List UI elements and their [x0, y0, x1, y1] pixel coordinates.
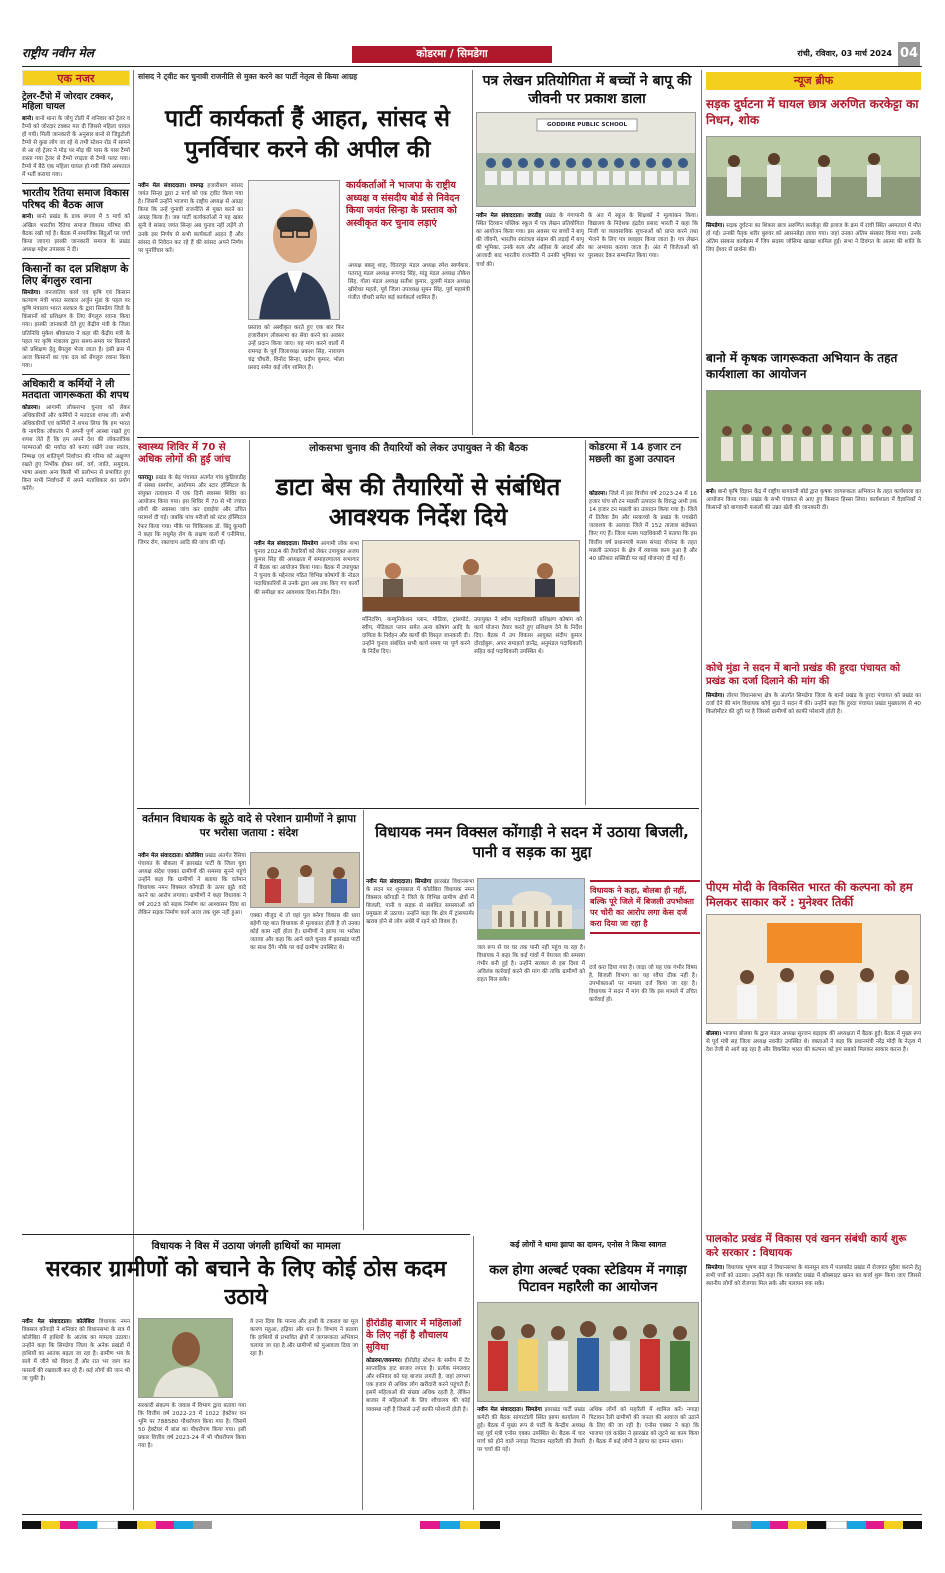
- left-header: एक नजर: [22, 70, 130, 86]
- assembly-pull-quote: विधायक ने कहा, बोलबा ही नहीं, बल्कि पूरे जिले में बिजली उपभोक्ता पर चोरी का आरोप लगा केस दर्ज करा दिया जा रहा है: [590, 880, 700, 934]
- elephant-headline: सरकार ग्रामीणों को बचाने के लिए कोई ठोस कदम उठाये: [45, 1257, 447, 1310]
- brief-title: भारतीय रैतिया समाज विकास परिषद की बैठक आज: [22, 188, 129, 211]
- promise-headline: वर्तमान विधायक के झूठे वादे से परेशान ग्रामीणों ने झापा पर भरोसा जताया : संदेश: [142, 813, 356, 839]
- brief-item: [22, 188, 130, 253]
- assembly-col3: दर्ज करा दिया गया है। जाड़ा जो यह एक गंभीर विषय है, बिजली विभाग का यह रवैया ठीक नहीं है। उपभोक्ताओं पर मामला दर्ज किया जा रहा है। विधायक ने सदन में मांग की कि इस मामले में उचित कार्रवाई हो।: [589, 965, 697, 1004]
- data-col3: उपायुक्त ने स्वीप पदाधिकारी प्रशिक्षण कोषांग को कार्य योजना तैयार करते हुए प्रशिक्षण देने के निर्देश दिए। बैठक में उप विकास आयुक्त संदीप कुमार दोराईबुरू, अपर समाहर्ता ज्ञानेंद्र, अनुमंडल पदाधिकारी सहित कई पदाधिकारी उपस्थित थे।: [474, 617, 582, 656]
- assembly-col1: नवीन मेल संवाददाता। सिमडेगा झारखंड विधानसभा के सदन पर शून्यकाल में कोलेबिरा विधायक नमन विक्सल कोंगाड़ी ने जिले के विभिन्न ग्रामीण क्षेत्रों में बिजली, पानी व सड़क से संबंधित समस्याओं को प्रमुखता से उठाया। उन्होंने कहा कि क्षेत्र में ट्रांसफार्मर खराब होने से लोग अंधेरे में रहने को विवश हैं।: [366, 879, 474, 926]
- toilet-headline-inline: हीरोडीह बाजार में महिलाओं के लिए नहीं है शौचालय सुविधा: [366, 1318, 462, 1353]
- workshop-text: बनो। बानो कृषि विज्ञान केंद्र में राष्ट्रीय बागवानी बोर्ड द्वारा कृषक जागरूकता अभियान के तहत कार्यशाला का आयोजन किया गया। प्रखंड के सभी पंचायत से आए हुए किसान हिस्सा लिया। कार्यशाला में वैज्ञानिकों ने किसानों को बागवानी फसलों की उन्नत खेती की जानकारी दी।: [706, 489, 921, 512]
- brief-text: कोडरमा। आगामी लोकसभा चुनाव को लेकर अधिकारियों और कर्मियों ने मतदाता शपथ ली। सभी अधिकारियों एवं कर्मियों ने शपथ लिया कि हम भारत के नागरिक लोकतंत्र में अपनी पूर्ण आस्था रखते हुए शपथ लेते हैं कि हम अपने देश की लोकतांत्रिक परम्पराओं की मर्यादा को बनाए रखेंगे तथा स्वतंत्र, निष्पक्ष एवं शांतिपूर्ण निर्वाचन की गरिमा को अक्षुण्ण रखते हुए निर्भीक होकर धर्म, वर्ग, जाति, समुदाय, भाषा अथवा अन्य किसी भी प्रलोभन से प्रभावित हुए बिना सभी निर्वाचनों में अपने मताधिकार का प्रयोग करेंगे।: [22, 404, 130, 492]
- promise-col1: नवीन मेल संवाददाता। कोलेबिरा प्रखंड अंतर्गत रैंसिया पंचायत के बोकला में झारखंड पार्टी के जिला युवा अध्यक्ष संदेश एक्का ग्रामीणों की समस्या सुनने पहुंचे उन्होंने कहा कि ग्रामीणों ने बताया कि वर्तमान विधायक नमन विक्सल कोंगाड़ी के ऊपर झूठे वादे करने का आरोप लगाया। ग्रामीणों ने कहा विधायक ने वर्ष 2023 को सड़क निर्माण का आश्वासन दिया था लेकिन सड़क निर्माण कार्य आज तक शुरू नहीं हुआ।: [138, 853, 246, 916]
- brief-item: [22, 263, 130, 370]
- masthead-logo: राष्ट्रीय नवीन मेल: [22, 46, 94, 60]
- divider: [22, 183, 130, 184]
- assembly-building-illustration: [478, 879, 585, 940]
- village-text: सिमडेगा। तोरपा विधानसभा क्षेत्र के अंतर्गत सिमडेगा जिला के बानो प्रखंड के हुरदा पंचायत को प्रखंड का दर्जा देने की मांग विधायक कोचे मुंडा ने सदन में की। उन्होंने कहा कि हुरदा पंचायत प्रखंड मुख्यालय से 40 किलोमीटर की दूरी पर है जिससे ग्रामीणों को काफी परेशानी होती है।: [706, 693, 921, 716]
- school-sign: GODDIRE PUBLIC SCHOOL: [547, 122, 627, 128]
- modi-text: बोलबा। भाजपा बोलबा के द्वारा मंडल अध्यक्ष सुरजन बड़ाइक की अध्यक्षता में बैठक हुई। बैठक में मुख्य रूप से पूर्व मंत्री सह जिला अध्यक्ष नवनीत उपस्थित थे। वक्ताओं ने कहा कि प्रधानमंत्री नरेंद्र मोदी के नेतृत्व में देश तेजी से आगे बढ़ रहा है और विकसित भारत की कल्पना को हम सबको मिलकर साकार करना है।: [706, 1031, 921, 1054]
- brief-text: बानो। बानो थाना के जोगु टोली में शनिवार को ट्रेलर व टैम्पो को जोरदार टक्कर मार दी जिससे महिला घायल हो गयी। मिली जानकारी के अनुसार बानो से जिडुटोली टैम्पो से कुछ लोग जा रहे थे तभी स्टेशन रोड में सामने से आ रहे ट्रेलर ने मोड़ पर मोड़ की पास के पास टैम्पो रास्ता गया ट्रेलर से टैम्पो रगड़ता से टैम्पो पलट गया। टैम्पो में बैठे एक महिला घायल हो गयी जिसे अस्पताल में भर्ती कराया गया।: [22, 115, 130, 179]
- top-strap: सांसद ने ट्वीट कर चुनावी राजनीति से मुक्त करने का पार्टी नेतृत्व से किया आग्रह: [138, 72, 358, 81]
- footer-rule: [22, 1514, 922, 1515]
- lead-subhead: कार्यकर्ताओं ने भाजपा के राष्ट्रीय अध्यक्ष व संसदीय बोर्ड से निवेदन किया जयंत सिन्हा के प्रस्ताव को अस्वीकृत कर चुनाव लड़ाएं: [346, 180, 460, 229]
- elephant-col1: नवीन मेल संवाददाता। कोलेबिरा विधायक नमन विक्सल कोंगाड़ी ने शनिवार को विधानसभा के सत्र में कोलेबिरा में हाथियों के आतंक का मामला उठाया। उन्होंने कहा कि सिमडेगा जिला के अनेक प्रखंडों में हाथियों का आतंक बढ़ता जा रहा है। ग्रामीण भय के साये में जीने को विवश हैं और रात भर जाग कर फसलों की रखवाली कर रहे हैं। कई लोगों की जान भी जा चुकी है।: [22, 1319, 130, 1382]
- divider: [22, 374, 130, 375]
- nagada-kicker: कई लोगों ने थामा झापा का दामन, एनोस ने किया स्वागत: [509, 1240, 667, 1249]
- elephant-col3: ये तना दिया कि मानव और हाथी के टकराव का मूल कारण महुआ, हड़िया और धान है। विभाग ने बताया कि हाथियों से प्रभावित क्षेत्रों में जागरूकता अभियान चलाया जा रहा है और ग्रामीणों को मुआवजा दिया जा रहा है।: [250, 1319, 358, 1358]
- toilet-text: कोडरमा/जयनगर। हीरोडीह स्टेशन के समीप में टेंट साप्ताहिक हाट बाजार लगता है। प्रत्येक मंगलवार और शनिवार को यह बाजार लगती है, जहां लगभग एक हजार से अधिक लोग खरीदारी करने पहुंचते हैं। इसमें महिलाओं की संख्या अधिक रहती है, लेकिन बाजार में महिलाओं के लिए शौचालय की कोई व्यवस्था नहीं है जिससे उन्हें काफी परेशानी होती है।: [366, 1358, 470, 1413]
- village-headline: कोचे मुंडा ने सदन में बानो प्रखंड की हुरदा पंचायत को प्रखंड का दर्जा दिलाने की मांग की: [706, 663, 901, 687]
- column-rule: [363, 810, 364, 1230]
- lead-col2: प्रस्ताव को अस्वीकृत करते हुए एक बार फिर हजारीबाग लोकसभा का सेवा करने का अवसर उन्हें प्रदान किया जाए। यह मांग करने वालों में रामगढ़ के पूर्व जिलाध्यक्ष प्रकाश सिंह, नारायण चंद्र चौधरी, विनोद सिन्हा, प्रदीप कुमार, भोला प्रसाद समेत कई लोग शामिल हैं।: [248, 325, 344, 372]
- portrait-illustration: [249, 181, 340, 320]
- village-meeting-illustration: [251, 853, 360, 908]
- fish-text: कोडरमा। जिले में इस वित्तीय वर्ष 2023-24 में 16 हजार पांच सौ टन मछली उत्पादन के विरुद्ध अभी तक 14 हजार टन मछली का उत्पादन किया गया है। जिले में तिलैया डैम और मरकच्चो के प्रखंड के पचखेरो जलाशय के अलावा जिले में 152 तालाब बंदोबस्त किए गए हैं। जिला मत्स्य पदाधिकारी ने बताया कि इस वित्तीय वर्ष प्रधानमंत्री मत्स्य संपदा योजना के तहत मछली उत्पादन के क्षेत्र में व्यापक काम हुआ है और 40 प्रतिशत सब्सिडी पर कई योजनाएं दी गई हैं।: [589, 491, 697, 562]
- letter-col2: के अंत में स्कूल के शिक्षकों ने मूल्यांकन किया। विद्यालय के निदेशक इंद्रदेव प्रसाद भारती ने कहा कि निजी या व्यावसायिक सूचनाओं को प्राप्त करने तथा भेजने के लिए पत्र व्यवहार किया जाता है। पत्र लेखन का अभ्यास कराया जाता है। अंत में विजेताओं को पुरस्कार देकर सम्मानित किया गया।: [588, 213, 698, 260]
- brief-item: [22, 92, 130, 179]
- assembly-building-photo: [477, 878, 585, 940]
- data-headline: डाटा बेस की तैयारियों से संबंधित आवश्यक निर्देश दिये: [275, 473, 561, 531]
- funeral-photo: [706, 136, 921, 216]
- letter-col1: नवीन मेल संवाददाता। जरडीह प्रखंड के गंगापानी स्थित दिव्यान पब्लिक स्कूल में पत्र लेखन प्रतियोगिता का आयोजन किया गया। इस अवसर पर बच्चों ने बापू की जीवनी, भारतीय स्वतंत्रता संग्राम की लड़ाई में बापू की भूमिका, उनके सत्य और अहिंसा के आदर्श और आजादी बाद भारतीय राजनीति में उनकी भूमिका पर चर्चा की।: [476, 213, 584, 268]
- brief-title: किसानों का दल प्रशिक्षण के लिए बेंगलुरु रवाना: [22, 262, 129, 287]
- brief-item: [22, 379, 130, 493]
- brief-title: अधिकारी व कर्मियों ने ली मतदाता जागरूकता की शपथ: [22, 378, 129, 402]
- meeting-illustration: [363, 541, 580, 612]
- registration-colour-bar-left: [22, 1521, 212, 1529]
- promise-col2: एक्का मौजूद थे तो वहां पुल बनेगा विकास की धारा बहेगी यह बात विधायक से मुलाकात होती है तो उनका कोई काम नहीं होता है। ग्रामीणों ने झापा पर भरोसा जताया और कहा कि आने वाले चुनाव में झारखंड पार्टी का साथ देंगे। मौके पर कई ग्रामीण उपस्थित थे।: [250, 913, 360, 952]
- section-divider: [137, 808, 699, 809]
- funeral-illustration: [707, 137, 921, 216]
- mla-portrait-photo: [138, 1318, 233, 1398]
- rally-photo: [477, 1302, 699, 1402]
- nagada-headline: कल होगा अल्बर्ट एक्का स्टेडियम में नगाड़ा पिटावन महारैली का आयोजन: [489, 1263, 687, 1295]
- fish-headline: कोडरमा में 14 हजार टन मछली का हुआ उत्पादन: [589, 442, 682, 465]
- student-text: सिमडेगा। सड़क दुर्घटना का शिकार छात्र अरुणित करकेट्टा की इलाज के क्रम में रांची स्थित अस्पताल में मौत हो गई। उनकी पैतृक शरीर बुरुवर को आसनबेड़ा लाया गया। जहां उनका अंतिम संस्कार किया गया। उनके अंतिम संस्कार कार्यक्रम में जिप सदस्य जोसिमा खाखा शामिल हुई। सभा ने दिवंगत के आत्मा की शांति के लिए ईश्वर से प्रार्थना की।: [706, 223, 921, 254]
- assembly-headline: विधायक नमन विक्सल कोंगाड़ी ने सदन में उठाया बिजली, पानी व सड़क का मुद्दा: [375, 823, 689, 861]
- student-headline: सड़क दुर्घटना में घायल छात्र अरुणित करकेट्टा का निधन, शोक: [706, 97, 919, 127]
- nagada-col2: अधिक लोगों को महारैली में शामिल करें। नगाड़ा पिटावन रैली ग्रामीणों की जनता की आवाज को उठाने के लिए की जा रही है। एनोस एक्का ने कहा कि भाजपा एवं कांग्रेस ने झारखंड को लूटने का काम किया है। बैठक में कई लोगों ने झापा का दामन थामा।: [589, 1407, 699, 1446]
- section-divider: [22, 1234, 470, 1235]
- bjp-meeting-photo: [706, 914, 921, 1024]
- lead-headline: पार्टी कार्यकर्ता हैं आहत, सांसद से पुनर्विचार करने की अपील की: [165, 106, 450, 163]
- column-rule: [701, 70, 702, 1510]
- rally-illustration: [478, 1303, 699, 1402]
- page-number: 04: [898, 42, 920, 66]
- health-headline: स्वास्थ्य शिविर में 70 से अधिक लोगों की हुई जांच: [138, 442, 231, 465]
- meeting-photo: [362, 540, 580, 612]
- column-rule: [472, 70, 473, 435]
- column-rule: [362, 1318, 363, 1510]
- modi-headline: पीएम मोदी के विकसित भारत की कल्पना को हम मिलकर साकार करें : मुनेश्वर तिर्की: [706, 880, 913, 909]
- elephant-col2: सरकारी संकल्प के जवाब में विभाग द्वारा बताया गया कि वित्तीय वर्ष 2022-23 में 1022 हेक्टेयर वन भूमि पर 788580 पौधरोपण किया गया है। जिसमें 50 हेक्टेयर में बांस का पौधरोपण किया गया। इसी प्रकार वित्तीय वर्ष 2023-24 में भी पौधरोपण किया गया है।: [138, 1403, 246, 1450]
- column-rule: [473, 1236, 474, 1510]
- letter-headline: पत्र लेखन प्रतियोगिता में बच्चों ने बापू की जीवनी पर प्रकाश डाला: [482, 73, 692, 107]
- registration-colour-bar-right: [732, 1521, 922, 1529]
- data-col2: मॉनिटरिंग, कम्यूनिकेशन प्लान, मीडिया, ट्रांसपोर्ट, स्वीप, मेडिकल प्लान समेत अन्य कोषांग आदि के दायित्व के निर्वहन और कार्यों की विस्तृत जानकारी दी। उन्होंने चुनाव संबंधित सभी कार्य समय पर पूर्ण करने के निर्देश दिए।: [362, 617, 470, 656]
- section-banner: कोडरमा / सिमडेगा: [352, 46, 552, 63]
- registration-colour-bar-center: [420, 1521, 500, 1529]
- palkot-headline: पालकोट प्रखंड में विकास एवं खनन संबंधी कार्य शुरू करे सरकार : विधायक: [706, 1233, 907, 1259]
- workshop-illustration: [707, 391, 921, 482]
- palkot-text: सिमडेगा। विधायक भूषण बाड़ा ने विधानसभा के मानसून सत्र में पालकोट प्रखंड में रोजगार मुहैया कराने हेतु सभी पर्चों को उठाया। उन्होंने कहा कि पालकोट प्रखंड में बॉक्साइट खनन का कार्य शुरू किया जाए जिससे स्थानीय लोगों को रोजगार मिल सके और पलायन रुक सके।: [706, 1265, 921, 1288]
- school-photo: [476, 112, 696, 207]
- elephant-col4: [366, 1318, 470, 1510]
- column-rule: [585, 440, 586, 805]
- workshop-headline: बानो में कृषक जागरूकता अभियान के तहत कार्यशाला का आयोजन: [706, 351, 898, 381]
- workshop-photo: [706, 390, 921, 482]
- lead-col3: अध्यक्ष बबलू शाह, चितरपुर मंडल अध्यक्ष रमेश स्वर्णकार, पतरातू मंडल अध्यक्ष रूपचंद सिंह, मांडू मंडल अध्यक्ष तोकेश सिंह, गोला मंडल अध्यक्ष सतीश कुमार, दुलमी मंडल अध्यक्ष खीरोधर महतो, पूर्व जिला उपाध्यक्ष सुमन सिंह, पूर्व महामंत्री गंजीत चौधरी समेत कई कार्यकर्ता शामिल हैं।: [348, 263, 470, 302]
- masthead-rule: [22, 66, 922, 67]
- column-rule: [249, 440, 250, 805]
- mla-portrait-illustration: [139, 1319, 233, 1398]
- mp-portrait-photo: [248, 180, 340, 320]
- brief-title: ट्रेलर-टैंपो में जोरदार टक्कर, महिला घायल: [22, 92, 114, 113]
- health-text: पतरातु। प्रखंड के बेड़ पंचायत अंतर्गत गांव कुडियाडीह में संस्था समर्पण, आरोग्यम और स्टार हॉस्पिटल के संयुक्त तत्वाधान में एक दिनी स्वास्थ्य शिविर का आयोजन किया गया। इस शिविर में 70 से भी ज्यादा लोगों की स्वास्थ्य जांच कर दवाईयां और उचित परामर्श दी गई। जबकि पांच मरीजों को स्टार हॉस्पिटल रेफर किया गया। मौके पर चिकित्सक डॉ. बिंदु कुमारी ने कहा कि मधुमेह रोग के लक्षण वालों में एनीमिया, जिगर रोग, रक्तचाप आदि की जांच की गई।: [138, 475, 246, 546]
- data-col1: नवीन मेल संवाददाता। सिमडेगा आगामी लोक सभा चुनाव 2024 की तैयारियों को लेकर उपायुक्त अजय कुमार सिंह की अध्यक्षता में समाहरणालय सभागार में बैठक का आयोजन किया गया। बैठक में उपायुक्त ने चुनाव के मद्देनजर गठित विभिन्न कोषांगों के नोडल पदाधिकारियों से उनके द्वारा अब तक किए गए कार्यों की समीक्षा कर आवश्यक दिशा-निर्देश दिए।: [254, 541, 359, 596]
- section-divider: [137, 437, 699, 438]
- divider: [22, 258, 130, 259]
- nagada-col1: नवीन मेल संवाददाता। सिमडेगा झारखंड पार्टी प्रखंड कमेटी की बैठक सांगरटोली स्थित झापा कार्यालय में हुई। बैठक में मुख्य रूप से पार्टी के केन्द्रीय अध्यक्ष सह पूर्व मंत्री एनोस एक्का उपस्थित थे। बैठक में चार मार्च को होने वाले नगाड़ा पिटावन महारैली की तैयारी पर चर्चा की गई।: [477, 1407, 585, 1454]
- masthead: [22, 42, 922, 67]
- assembly-col2: जल रूप से घर घर तक पानी नहीं पहुंच पा रहा है। विधायक ने कहा कि कई गांवों में पेयजल की समस्या गंभीर बनी हुई है। उन्होंने सरकार से इस दिशा में अविलंब कार्रवाई करने की मांग की ताकि ग्रामीणों को राहत मिल सके।: [477, 945, 585, 984]
- dateline: रांची, रविवार, 03 मार्च 2024: [797, 49, 892, 58]
- right-header: न्यूज ब्रीफ: [706, 72, 921, 90]
- village-meeting-photo: [250, 852, 360, 908]
- brief-text: बानो। बानो प्रखंड के डाक बंगला में 3 मार्च को अखिल भारतीय रैतिया समाज विकास परिषद की बैठक रखी गई है। बैठक में समाजिक बिंदुओं पर चर्चा किया जाएगा इसकी जानकारी समाज के प्रखंड अध्यक्ष महेश उपासक ने दी।: [22, 214, 130, 253]
- data-kicker: लोकसभा चुनाव की तैयारियों को लेकर उपायुक्त ने की बैठक: [309, 443, 528, 454]
- elephant-kicker: विधायक ने विस में उठाया जंगली हाथियों का मामला: [151, 1241, 341, 1252]
- lead-col1: नवीन मेल संवाददाता। रामगढ़ हजारीबाग सांसद जयंत सिन्हा द्वारा 2 मार्च को एक ट्वीट किया गया है। जिसमें उन्होंने भाजपा के राष्ट्रीय अध्यक्ष से आग्रह किया कि उन्हें चुनावी राजनीति से मुक्त करने का आग्रह किया है। जब पार्टी कार्यकर्ताओं ने यह खबर सुनी वे सांसद जयंत सिन्हा अब चुनाव नहीं लड़ेंगे तो उनके इस निर्णय से सभी कार्यकर्ता आहत हैं और सांसद से निवेदन कर रहे हैं की सांसद अपने निर्णय पर पुनर्विचार करें।: [138, 183, 243, 254]
- bjp-meeting-illustration: [707, 915, 921, 1024]
- brief-text: सिमडेगा। जनजातिय कार्य एवं कृषि एवं किसान कल्याण मंत्री भारत सरकार अर्जुन मुंडा के पहल पर कृषि मंत्रालय भारत सरकार के द्वारा सिमडेगा जिले के किसानों को प्रशिक्षण के लिए बेंगलुरु रवाना किया गया। इसकी जानकारी देते हुए केंद्रीय मंत्री के जिला प्रतिनिधि मुकेश श्रीवास्तव ने कहा की केंद्रीय मंत्री के पहल पर कृषि मंत्रालय द्वारा समय-समय पर किसानों को प्रशिक्षण हेतु बेंगलुरु भेजा जाता है। इसी क्रम में आज किसानों का एक दल को बेंगलुरु रवाना किया गया।: [22, 290, 130, 369]
